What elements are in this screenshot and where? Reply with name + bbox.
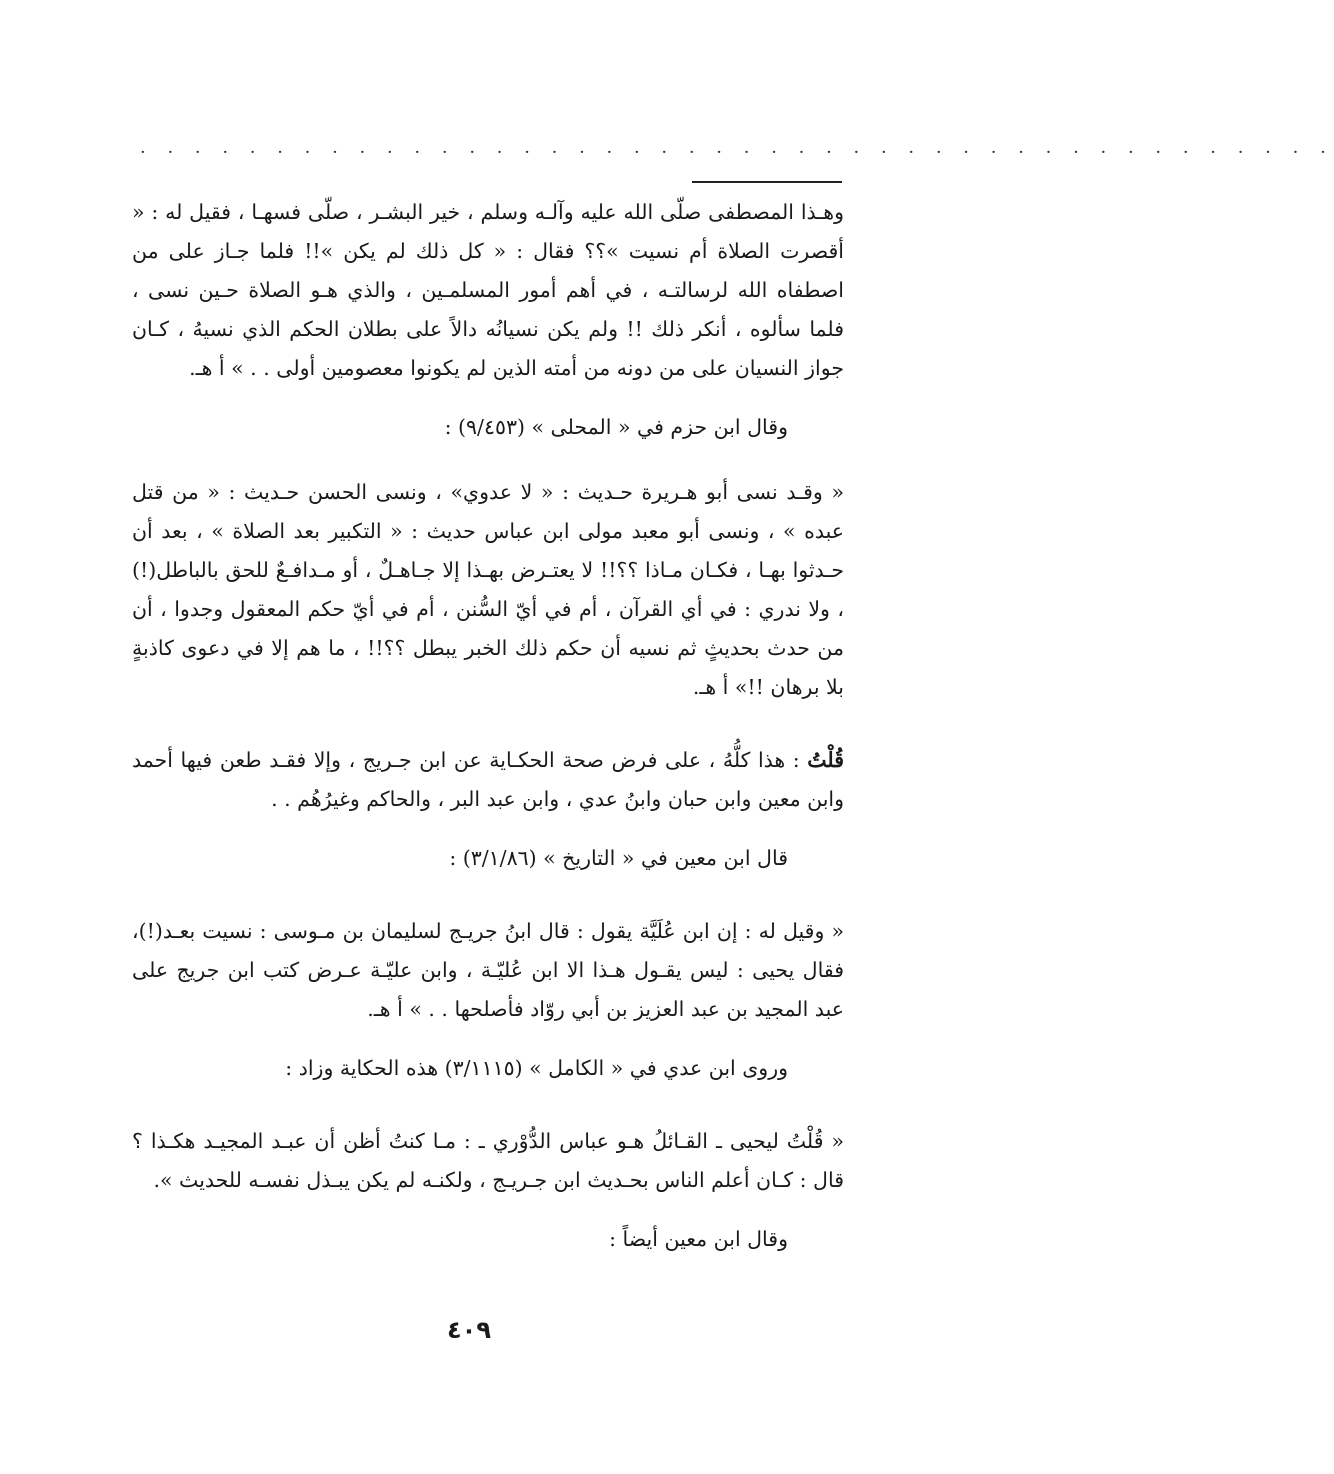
paragraph-text: « وقيل له : إن ابن عُلَيَّة يقول : قال ابنُ جريـج لسليمان بن مـوسى : نسيت بعـد(!)، فقال يحيى : ليس يقـول هـذا الا ابن عُليّـة ، وابن عليّـة عـرض كتب ابن جريج على عبد المجيد بن عبد العزيز بن أبي روّاد فأصلحها . . » أ هـ. xyxy=(132,919,844,1021)
comment-lead-word: قُلْتُ xyxy=(807,748,844,772)
quote-intro-ibn-main-tarikh xyxy=(132,839,844,878)
page-number: ٤٠٩ xyxy=(447,1316,491,1344)
footnote-separator-rule xyxy=(692,181,842,183)
paragraph-text: وهـذا المصطفى صلّى الله عليه وآلـه وسلم ، خير البشـر ، صلّى فسهـا ، فقيل له : « أقصرت الصلاة أم نسيت »؟؟ فقال : « كل ذلك لم يكن »!! فلما جـاز على من اصطفاه الله لرسالتـه ، في أهم أمور المسلمـين ، والذي هـو الصلاة حـين نسى ، فلما سألوه ، أنكر ذلك !! ولم يكن نسيانُه دالاً على بطلان الحكم الذي نسيهُ ، كـان جواز النسيان على من دونه من أمته الذين لم يكونوا معصومين أولى . . » أ هـ. xyxy=(132,200,844,380)
paragraph-text: قال ابن معين في « التاريخ » (٣/١/٨٦) : xyxy=(449,846,788,870)
paragraph-text: : هذا كلُّهُ ، على فرض صحة الحكـاية عن ابن جـريج ، وإلا فقـد طعن فيها أحمد وابن معين وابن حبان وابنُ عدي ، وابن عبد البر ، والحاكم وغيرُهُم . . xyxy=(132,748,844,811)
quote-intro-ibn-adi-kamil xyxy=(132,1049,844,1088)
quote-ibn-main-tarikh xyxy=(132,912,844,1029)
paragraph-author-comment xyxy=(132,741,844,819)
header-dotted-line: · · · · · · · · · · · · · · · · · · · · · · · · · · · · · · · · · · · · · · · · · · · · xyxy=(140,142,1334,163)
quote-ibn-adi-kamil xyxy=(132,1122,844,1200)
paragraph-text: « وقـد نسى أبو هـريرة حـديث : « لا عدوي» ، ونسى الحسن حـديث : « من قتل عبده » ، ونسى أبو معبد مولى ابن عباس حديث : « التكبير بعد الصلاة » ، بعد أن حـدثوا بهـا ، فكـان مـاذا ؟؟!! لا يعتـرض بهـذا إلا جـاهـلٌ ، أو مـدافـعٌ للحق بالباطل(!) ، ولا ندري : في أي القرآن ، أم في أيّ السُّنن ، أم في أيّ حكم المعقول وجدوا ، أن من حدث بحديثٍ ثم نسيه أن حكم ذلك الخبر يبطل ؟؟!! ، ما هم إلا في دعوى كاذبةٍ بلا برهان !!» أ هـ. xyxy=(132,480,844,699)
paragraph-text: وقال ابن حزم في « المحلى » (٩/٤٥٣) : xyxy=(444,415,788,439)
page-body xyxy=(132,193,844,1259)
paragraph-text: وروى ابن عدي في « الكامل » (٣/١١١٥) هذه الحكاية وزاد : xyxy=(285,1056,788,1080)
quote-intro-ibn-hazm xyxy=(132,408,844,447)
quote-intro-ibn-main-again xyxy=(132,1220,844,1259)
paragraph-text: وقال ابن معين أيضاً : xyxy=(609,1227,788,1251)
paragraph-text: « قُلْتُ ليحيى ـ القـائلُ هـو عباس الدُّوْري ـ : مـا كنتُ أظن أن عبـد المجيـد هكـذا ؟ قال : كـان أعلم الناس بحـديث ابن جـريـج ، ولكنـه لم يكن يبـذل نفسـه للحديث ». xyxy=(132,1129,844,1192)
quote-ibn-hazm-muhalla xyxy=(132,473,844,707)
paragraph-prophet-forgetting xyxy=(132,193,844,388)
